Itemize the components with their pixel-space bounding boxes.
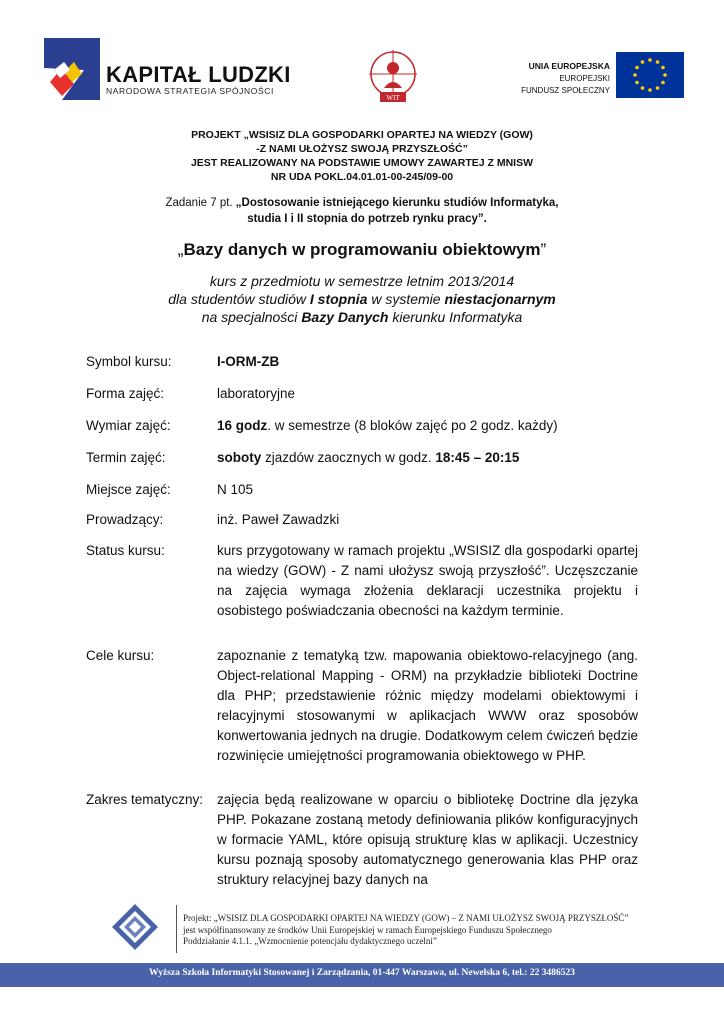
footer-line3: Poddziałanie 4.1.1. „Wzmocnienie potencjału dydaktycznego uczelni”	[183, 936, 437, 946]
task-description	[0, 195, 724, 227]
forma-value: laboratoryjne	[217, 386, 296, 401]
zakres-value: zajęcia będą realizowane w oparciu o bibliotekę Doctrine dla języka PHP. Pokazane zostaną metody definiowania plików konfiguracyjnych w formacie YAML, które opisują strukturę klas w aplikacji. Uczestnicy kursu poznają sposoby automatycznego generowania klas PHP oraz struktury relacyjnej bazy danych na	[217, 792, 638, 887]
wymiar-bold: 16 godz	[217, 418, 268, 433]
course-sub2-d: niestacjonarnym	[444, 291, 556, 307]
footer-line1: Projekt: „WSISIZ DLA GOSPODARKI OPARTEJ NA WIEDZY (GOW) – Z NAMI UŁOŻYSZ SWOJĄ PRZYSZŁOŚĆ”	[183, 913, 629, 923]
wit-logo-icon	[362, 48, 424, 106]
course-title-close-quote: ”	[540, 240, 547, 259]
status-value: kurs przygotowany w ramach projektu „WSISIZ dla gospodarki opartej na wiedzy (GOW) - Z nami ułożysz swoją przyszłość”. Uczęszczanie na zajęcia wymaga złożenia deklaracji uczestnika projektu i osobistego poświadczania obecności na każdym terminie.	[217, 543, 638, 618]
status-label: Status kursu:	[86, 543, 165, 558]
project-line3: JEST REALIZOWANY NA PODSTAWIE UMOWY ZAWARTEJ Z MNISW	[190, 157, 534, 169]
zakres-label: Zakres tematyczny:	[86, 792, 204, 807]
eu-line3: FUNDUSZ SPOŁECZNY	[521, 86, 610, 95]
prowadzacy-label: Prowadzący:	[86, 512, 164, 527]
symbol-label: Symbol kursu:	[86, 354, 172, 369]
eu-star	[661, 81, 665, 85]
project-line4: NR UDA POKL.04.01.01-00-245/09-00	[270, 171, 454, 183]
miejsce-label: Miejsce zajęć:	[86, 482, 171, 497]
cele-value: zapoznanie z tematyką tzw. mapowania obiektowo-relacyjnego (ang. Object-relational Mapping - ORM) na przykładzie biblioteki Doctrine dla PHP; przedstawienie różnic między modelami obiektowymi i relacyjnymi stosowanymi w aplikacjach WWW oraz sposobów konwertowania jednych na drugie. Dodatkowym celem ćwiczeń będzie rozwinięcie umiejętności programowania obiektowego w PHP.	[217, 648, 638, 763]
course-sub3-b: Bazy Danych	[301, 309, 389, 325]
termin-label: Termin zajęć:	[86, 450, 166, 465]
course-title-text: Bazy danych w programowaniu obiektowym	[183, 240, 541, 259]
forma-label: Forma zajęć:	[86, 386, 165, 401]
eu-star	[641, 86, 645, 90]
course-subtitle	[0, 272, 724, 326]
cele-label: Cele kursu:	[86, 648, 155, 663]
task-bold1: „Dostosowanie istniejącego kierunku studiów Informatyka,	[235, 197, 559, 209]
project-line2: -Z NAMI UŁOŻYSZ SWOJĄ PRZYSZŁOŚĆ”	[256, 143, 468, 155]
wymiar-rest: . w semestrze (8 bloków zajęć po 2 godz. każdy)	[267, 418, 558, 433]
footer-address: Wyższa Szkoła Informatyki Stosowanej i Zarządzania, 01-447 Warszawa, ul. Newelska 6, tel.: 22 3486523	[149, 968, 575, 978]
project-header	[0, 128, 724, 184]
wymiar-label: Wymiar zajęć:	[86, 418, 171, 433]
prowadzacy-value: inż. Paweł Zawadzki	[217, 512, 340, 527]
course-sub2-c: w systemie	[367, 291, 445, 307]
kapital-ludzki-subtitle: NARODOWA STRATEGIA SPÓJNOŚCI	[106, 86, 274, 96]
eu-flag-icon	[616, 52, 684, 98]
eu-star	[635, 66, 639, 70]
project-line1: PROJEKT „WSISIZ DLA GOSPODARKI OPARTEJ NA WIEDZY (GOW)	[191, 129, 533, 141]
footer-text	[183, 913, 628, 948]
eu-star	[656, 86, 660, 90]
course-sub1: kurs z przedmiotu w semestrze letnim 2013/2014	[209, 273, 515, 289]
course-sub3-a: na specjalności	[201, 309, 302, 325]
symbol-value-text: I-ORM-ZB	[217, 354, 280, 369]
termin-bold2: 18:45 – 20:15	[435, 450, 520, 465]
footer-line2: jest współfinansowany ze środków Unii Europejskiej w ramach Europejskiego Funduszu Społecznego	[183, 924, 552, 935]
eu-line1: UNIA EUROPEJSKA	[528, 61, 610, 71]
miejsce-value: N 105	[217, 482, 254, 497]
footer-diamond-logo-icon	[112, 904, 158, 950]
course-title	[0, 240, 724, 260]
eu-line2: EUROPEJSKI	[559, 74, 610, 83]
course-sub2-a: dla studentów studiów	[168, 291, 310, 307]
termin-bold1: soboty	[217, 450, 262, 465]
eu-star	[648, 88, 652, 92]
eu-star	[661, 66, 665, 70]
eu-star	[633, 73, 637, 77]
kapital-ludzki-logo-icon	[44, 38, 100, 100]
course-sub3-c: kierunku Informatyka	[388, 309, 523, 325]
eu-star	[648, 58, 652, 62]
wymiar-value	[217, 416, 638, 436]
task-prefix: Zadanie 7 pt.	[165, 197, 236, 209]
eu-text-block	[510, 60, 610, 97]
eu-star	[641, 60, 645, 64]
eu-star	[635, 81, 639, 85]
kapital-ludzki-title: KAPITAŁ LUDZKI	[106, 62, 291, 87]
course-sub2-b: I stopnia	[309, 291, 368, 307]
termin-mid: zjazdów zaocznych w godz.	[261, 450, 436, 465]
task-bold2: studia I i II stopnia do potrzeb rynku pracy”.	[247, 213, 487, 225]
wit-logo-text: WIT	[386, 94, 400, 102]
eu-star	[663, 73, 667, 77]
termin-value	[217, 448, 638, 468]
symbol-value	[217, 352, 638, 372]
footer-divider	[176, 905, 177, 953]
eu-star	[656, 60, 660, 64]
course-title-open-quote: „	[177, 240, 184, 259]
